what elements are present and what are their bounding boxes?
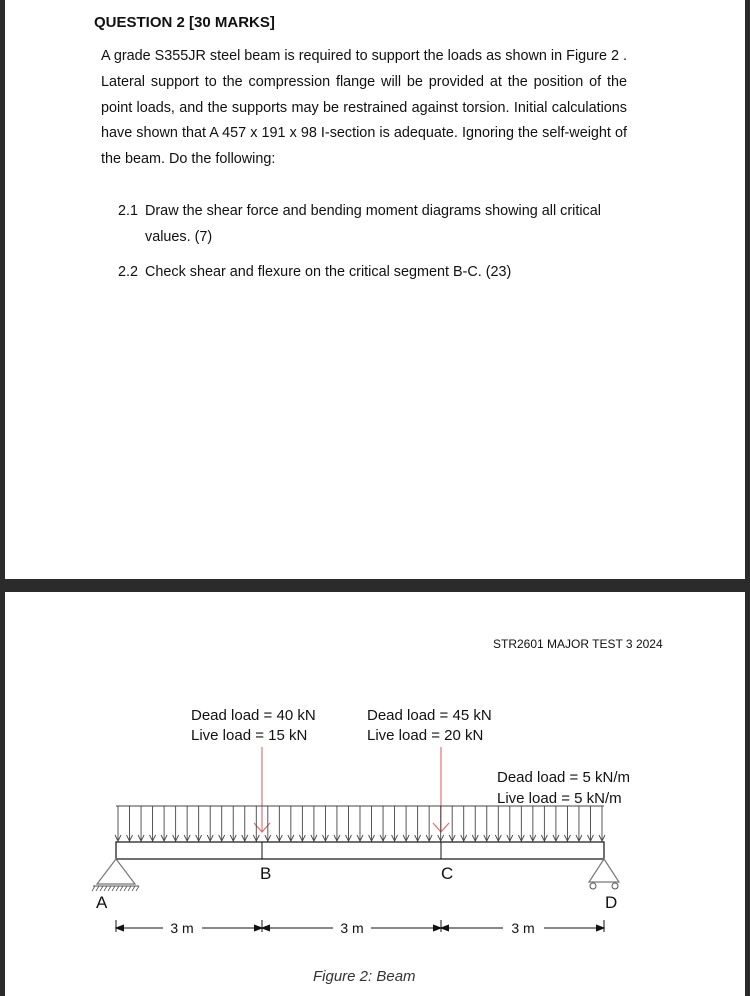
udl-arrow xyxy=(530,806,536,841)
udl-dead-label: Dead load = 5 kN/m xyxy=(497,769,630,786)
sub-question-number: 2.2 xyxy=(118,264,139,280)
question-page xyxy=(5,0,745,579)
udl-arrow xyxy=(311,806,317,841)
udl-arrow xyxy=(369,806,375,841)
udl-arrow xyxy=(242,806,248,841)
span-cd-label: 3 m xyxy=(511,920,535,936)
udl-arrow xyxy=(196,806,202,841)
figure-page xyxy=(5,592,745,996)
load-b-live-label: Live load = 15 kN xyxy=(191,727,308,744)
udl-arrow xyxy=(461,806,467,841)
udl-arrow xyxy=(403,806,409,841)
sub-question-2-1 xyxy=(118,198,638,250)
udl-arrow xyxy=(184,806,190,841)
node-a-label: A xyxy=(96,893,108,912)
udl-arrow xyxy=(392,806,398,841)
udl-arrow xyxy=(541,806,547,841)
udl-arrow xyxy=(161,806,167,841)
udl-arrow xyxy=(484,806,490,841)
node-d-label: D xyxy=(605,893,618,912)
load-c-dead-label: Dead load = 45 kN xyxy=(367,707,492,724)
udl-arrow xyxy=(219,806,225,841)
beam-figure xyxy=(5,592,745,996)
udl-arrow xyxy=(357,806,363,841)
udl-arrow xyxy=(334,806,340,841)
test-header: STR2601 MAJOR TEST 3 2024 xyxy=(493,637,663,651)
sub-question-2-2 xyxy=(118,259,638,285)
span-ab-label: 3 m xyxy=(170,920,194,936)
sub-question-text: Check shear and flexure on the critical segment B-C. (23) xyxy=(145,264,512,280)
udl-arrow xyxy=(288,806,294,841)
udl-arrow xyxy=(495,806,501,841)
udl-arrow xyxy=(507,806,513,841)
udl-arrow xyxy=(380,806,386,841)
question-title: QUESTION 2 [30 MARKS] xyxy=(94,14,275,31)
span-bc-label: 3 m xyxy=(340,920,364,936)
sub-question-text: Draw the shear force and bending moment diagrams showing all critical xyxy=(145,203,601,219)
udl-arrow xyxy=(276,806,282,841)
beam xyxy=(116,842,604,859)
udl-arrow xyxy=(322,806,328,841)
udl-arrow xyxy=(553,806,559,841)
udl-arrow xyxy=(207,806,213,841)
udl-arrow xyxy=(438,806,444,841)
udl-arrow xyxy=(138,806,144,841)
udl-arrow xyxy=(587,806,593,841)
udl-arrow xyxy=(564,806,570,841)
udl-arrow xyxy=(472,806,478,841)
udl-live-label: Live load = 5 kN/m xyxy=(497,790,622,807)
sub-question-text-cont: values. (7) xyxy=(145,229,213,245)
udl-arrow xyxy=(127,806,133,841)
node-b-label: B xyxy=(260,864,272,883)
udl-arrow xyxy=(599,806,605,841)
udl-arrow xyxy=(426,806,432,841)
figure-caption: Figure 2: Beam xyxy=(313,968,416,985)
udl-arrow xyxy=(576,806,582,841)
question-paragraph: A grade S355JR steel beam is required to support the loads as shown in Figure 2 . Lateral support to the compression flange will be provided at the position of the point loads, and the supports may be restrained against torsion. Initial calculations have shown that A 457 x 191 x 98 I-section is adequate. Ignoring the self-weight of the beam. Do the following: xyxy=(101,48,627,168)
load-c-live-label: Live load = 20 kN xyxy=(367,727,484,744)
node-c-label: C xyxy=(441,864,454,883)
load-b-dead-label: Dead load = 40 kN xyxy=(191,707,316,724)
udl-arrow xyxy=(345,806,351,841)
udl-arrows xyxy=(115,806,605,841)
udl-arrow xyxy=(299,806,305,841)
udl-arrow xyxy=(230,806,236,841)
sub-question-number: 2.1 xyxy=(118,203,139,219)
udl-arrow xyxy=(518,806,524,841)
pin-support-a xyxy=(92,859,139,891)
udl-arrow xyxy=(173,806,179,841)
udl-arrow xyxy=(150,806,156,841)
udl-arrow xyxy=(449,806,455,841)
udl-arrow xyxy=(415,806,421,841)
udl-arrow xyxy=(115,806,121,841)
roller-support-d xyxy=(589,859,619,889)
